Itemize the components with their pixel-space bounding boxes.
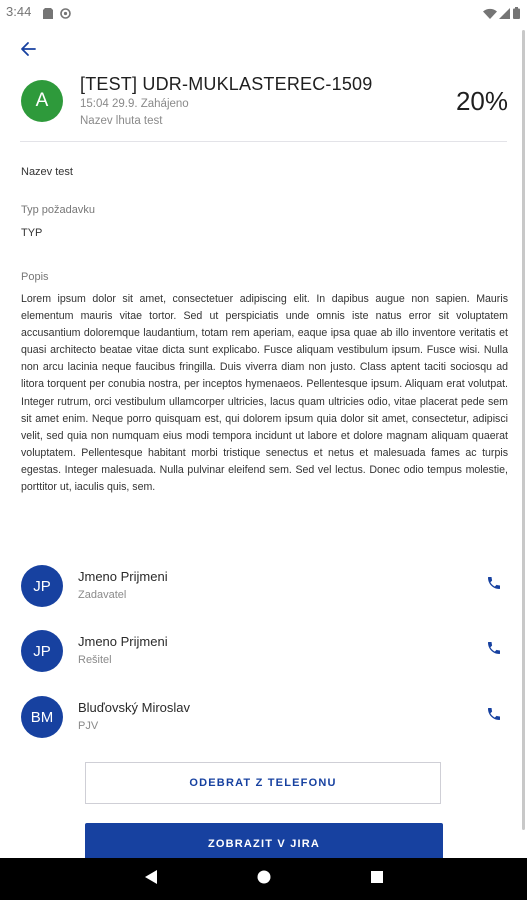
description-label: Popis: [21, 271, 49, 283]
call-button[interactable]: [483, 705, 505, 727]
header-divider: [20, 141, 507, 142]
contact-avatar: JP: [21, 565, 63, 607]
task-title: [TEST] UDR-MUKLASTEREC-1509: [80, 74, 373, 94]
description-text: Lorem ipsum dolor sit amet, consectetuer adipiscing elit. In dapibus augue non sapien. Mauris elementum mauris vitae tortor. Sed ut perspiciatis unde omnis iste natus error sit voluptatem accusantium doloremque laudantium, totam rem aperiam, eaque ipsa quae ab illo inventore veritatis et quasi architecto beatae vitae dicta sunt explicabo. Fusce aliquam vestibulum ipsum. Fusce wisi. Nulla non arcu lacinia neque faucibus fringilla. Duis viverra diam non justo. Class aptent taciti sociosqu ad litora torquent per conubia nostra, per inceptos hymenaeos. Pellentesque ipsum. Aliquam erat volutpat. Integer rutrum, orci vestibulum ullamcorper ultricies, lacus quam ultricies odio, vitae placerat pede sem sit amet enim. Neque porro quisquam est, qui dolorem ipsum quia dolor sit amet, consectetur, adipisci velit, sed quia non numquam eius modi tempora incidunt ut labore et dolore magnam aliquam quaerat voluptatem. Pellentesque habitant morbi tristique senectus et netus et malesuada fames ac turpis egestas. Integer malesuada. Nulla pulvinar eleifend sem. Sed vel lectus. Donec odio tempus molestie, porttitor ut, iaculis quis, sem.: [21, 293, 508, 494]
nav-recents-button[interactable]: [366, 869, 388, 889]
recents-square-icon: [371, 870, 383, 888]
open-in-jira-button[interactable]: ZOBRAZIT V JIRA: [85, 823, 443, 865]
sd-card-icon: [43, 6, 54, 17]
wifi-icon: [483, 6, 497, 17]
contact-name: Jmeno Prijmeni: [78, 634, 168, 649]
nav-home-button[interactable]: [253, 869, 275, 889]
task-deadline-name: Nazev lhuta test: [80, 115, 163, 127]
back-triangle-icon: [145, 870, 157, 889]
contact-name: Jmeno Prijmeni: [78, 569, 168, 584]
nav-back-button[interactable]: [140, 869, 162, 889]
call-button[interactable]: [483, 574, 505, 596]
arrow-left-icon: [20, 41, 36, 62]
request-type-value: TYP: [21, 227, 43, 239]
sync-icon: [60, 6, 71, 17]
scrollbar[interactable]: [522, 30, 525, 830]
signal-icon: [499, 6, 510, 17]
task-timestamp-status: 15:04 29.9. Zahájeno: [80, 98, 189, 110]
phone-icon: [486, 640, 502, 661]
contact-row: [0, 565, 527, 615]
phone-icon: [486, 575, 502, 596]
contact-row: [0, 696, 527, 746]
task-name-value: Nazev test: [21, 166, 73, 178]
contact-role: PJV: [78, 720, 99, 732]
contact-role: Rešitel: [78, 654, 112, 666]
battery-icon: [513, 6, 520, 17]
request-type-label: Typ požadavku: [21, 204, 95, 216]
task-avatar: A: [21, 80, 63, 122]
contact-avatar: BM: [21, 696, 63, 738]
remove-from-phone-button[interactable]: ODEBRAT Z TELEFONU: [85, 762, 441, 804]
contact-role: Zadavatel: [78, 589, 127, 601]
contact-name: Bluďovský Miroslav: [78, 700, 191, 715]
phone-icon: [486, 706, 502, 727]
progress-percent: 20%: [455, 86, 508, 116]
contact-avatar: JP: [21, 630, 63, 672]
call-button[interactable]: [483, 639, 505, 661]
status-time: 3:44: [6, 4, 32, 19]
home-circle-icon: [257, 870, 271, 889]
status-bar: [0, 0, 527, 24]
contact-row: [0, 630, 527, 680]
back-button[interactable]: [12, 36, 44, 66]
system-nav-bar: [0, 858, 527, 900]
